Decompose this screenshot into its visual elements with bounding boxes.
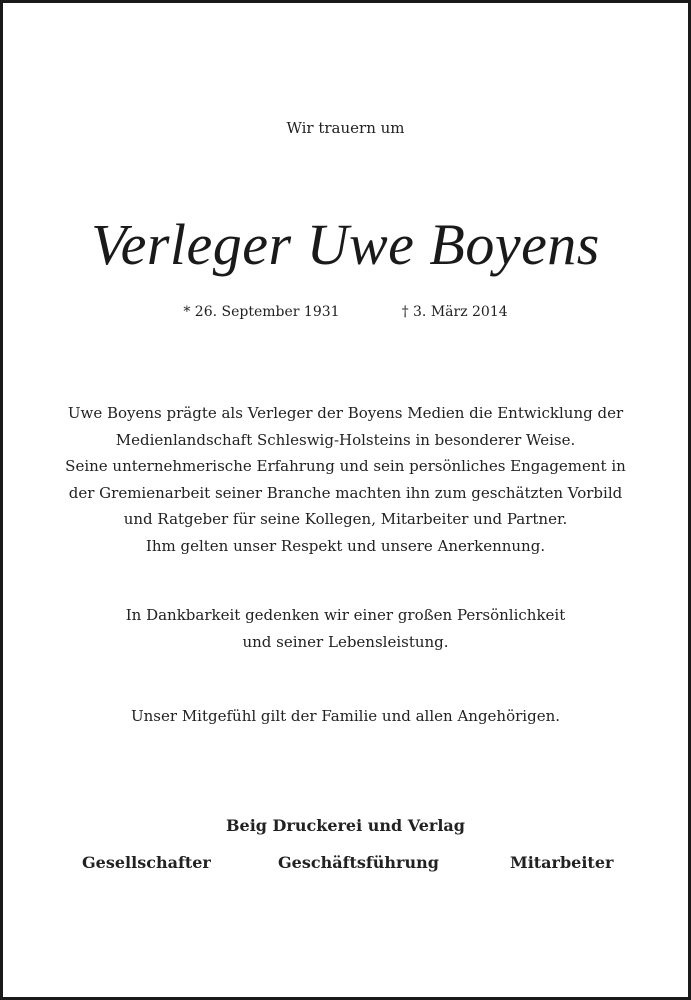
tribute-line: Seine unternehmerische Erfahrung und sein persönliches Engagement in bbox=[65, 457, 626, 475]
gratitude-paragraph bbox=[3, 602, 688, 655]
gratitude-line: In Dankbarkeit gedenken wir einer großen Persönlichkeit bbox=[125, 606, 566, 624]
condolence-line: Unser Mitgefühl gilt der Familie und allen Angehörigen. bbox=[131, 707, 560, 725]
tribute-line: der Gremienarbeit seiner Branche machten ihn zum geschätzten Vorbild bbox=[68, 483, 623, 502]
death-date: † 3. März 2014 bbox=[401, 304, 508, 320]
birth-date: * 26. September 1931 bbox=[183, 304, 340, 320]
condolence-paragraph bbox=[3, 703, 688, 730]
tribute-line: Medienlandschaft Schleswig-Holsteins in besonderer Weise. bbox=[115, 430, 576, 449]
tribute-paragraph bbox=[3, 400, 688, 559]
tribute-line: Uwe Boyens prägte als Verleger der Boyens Medien die Entwicklung der bbox=[67, 404, 624, 422]
signatory-employees: Mitarbeiter bbox=[510, 853, 614, 872]
sender-company: Beig Druckerei und Verlag bbox=[226, 816, 465, 835]
intro-text: Wir trauern um bbox=[286, 119, 405, 137]
tribute-line: Ihm gelten unser Respekt und unsere Anerkennung. bbox=[145, 536, 546, 555]
tribute-line: und Ratgeber für seine Kollegen, Mitarbeiter und Partner. bbox=[123, 510, 568, 528]
signatory-shareholders: Gesellschafter bbox=[82, 853, 211, 872]
life-dates bbox=[3, 304, 688, 320]
gratitude-line: und seiner Lebensleistung. bbox=[242, 632, 449, 651]
signatory-management: Geschäftsführung bbox=[278, 853, 439, 872]
deceased-name: Verleger Uwe Boyens bbox=[91, 212, 600, 277]
